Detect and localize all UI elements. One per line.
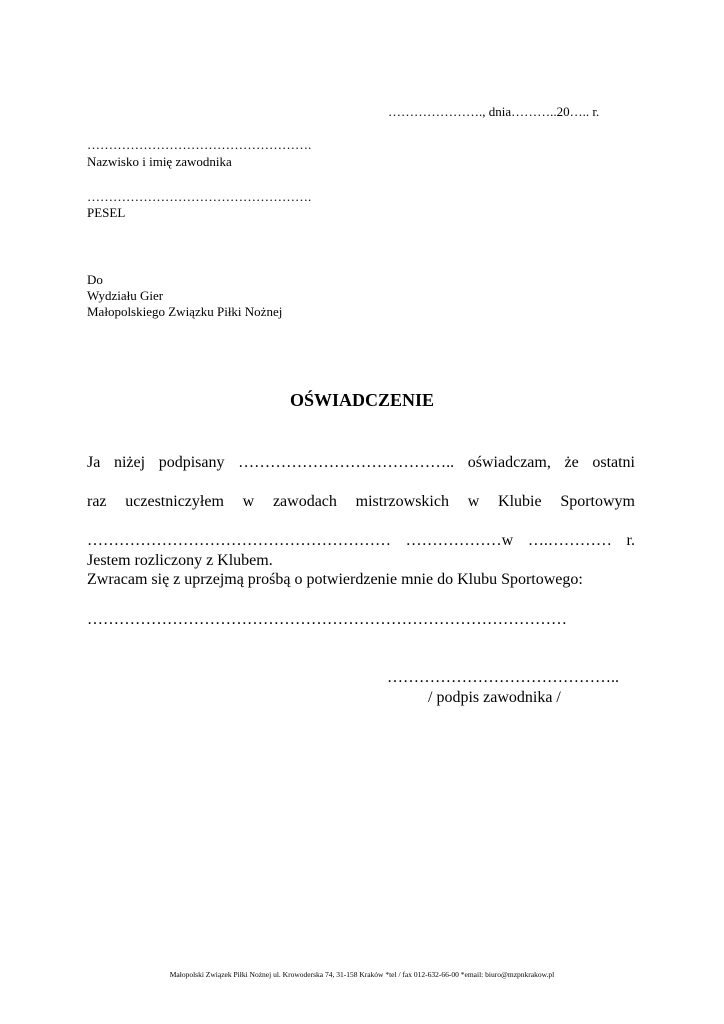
body-line-3: ………………………………………………… ………………w ….………… r. bbox=[87, 532, 635, 549]
pesel-label: PESEL bbox=[87, 205, 126, 220]
body-line-1: Ja niżej podpisany ………………………………….. oświadczam, że ostatni bbox=[87, 454, 635, 471]
body-line-2: raz uczestniczyłem w zawodach mistrzowskich w Klubie Sportowym bbox=[87, 493, 635, 510]
body-line-4: Jestem rozliczony z Klubem. bbox=[87, 552, 273, 569]
signature-label: / podpis zawodnika / bbox=[428, 689, 561, 706]
signature-dots: …………………………………….. bbox=[387, 669, 619, 686]
document-title: OŚWIADCZENIE bbox=[289, 390, 435, 410]
pesel-dots: ……………………………………………. bbox=[87, 189, 312, 204]
body-dots-line: ……………………………………………………………………………… bbox=[87, 611, 567, 628]
recipient-line-1: Do bbox=[87, 272, 103, 287]
player-name-label: Nazwisko i imię zawodnika bbox=[87, 154, 232, 169]
footer-contact: Małopolski Związek Piłki Nożnej ul. Krowoderska 74, 31-158 Kraków *tel / fax 012-632-66-00 *email: biuro@mzpnkrakow.pl bbox=[169, 970, 555, 979]
player-name-dots: ……………………………………………. bbox=[87, 137, 312, 152]
recipient-line-2: Wydziału Gier bbox=[87, 288, 164, 303]
date-line: …………………., dnia………..20….. r. bbox=[388, 104, 600, 119]
body-line-5: Zwracam się z uprzejmą prośbą o potwierdzenie mnie do Klubu Sportowego: bbox=[87, 571, 583, 588]
recipient-line-3: Małopolskiego Związku Piłki Nożnej bbox=[87, 304, 283, 319]
